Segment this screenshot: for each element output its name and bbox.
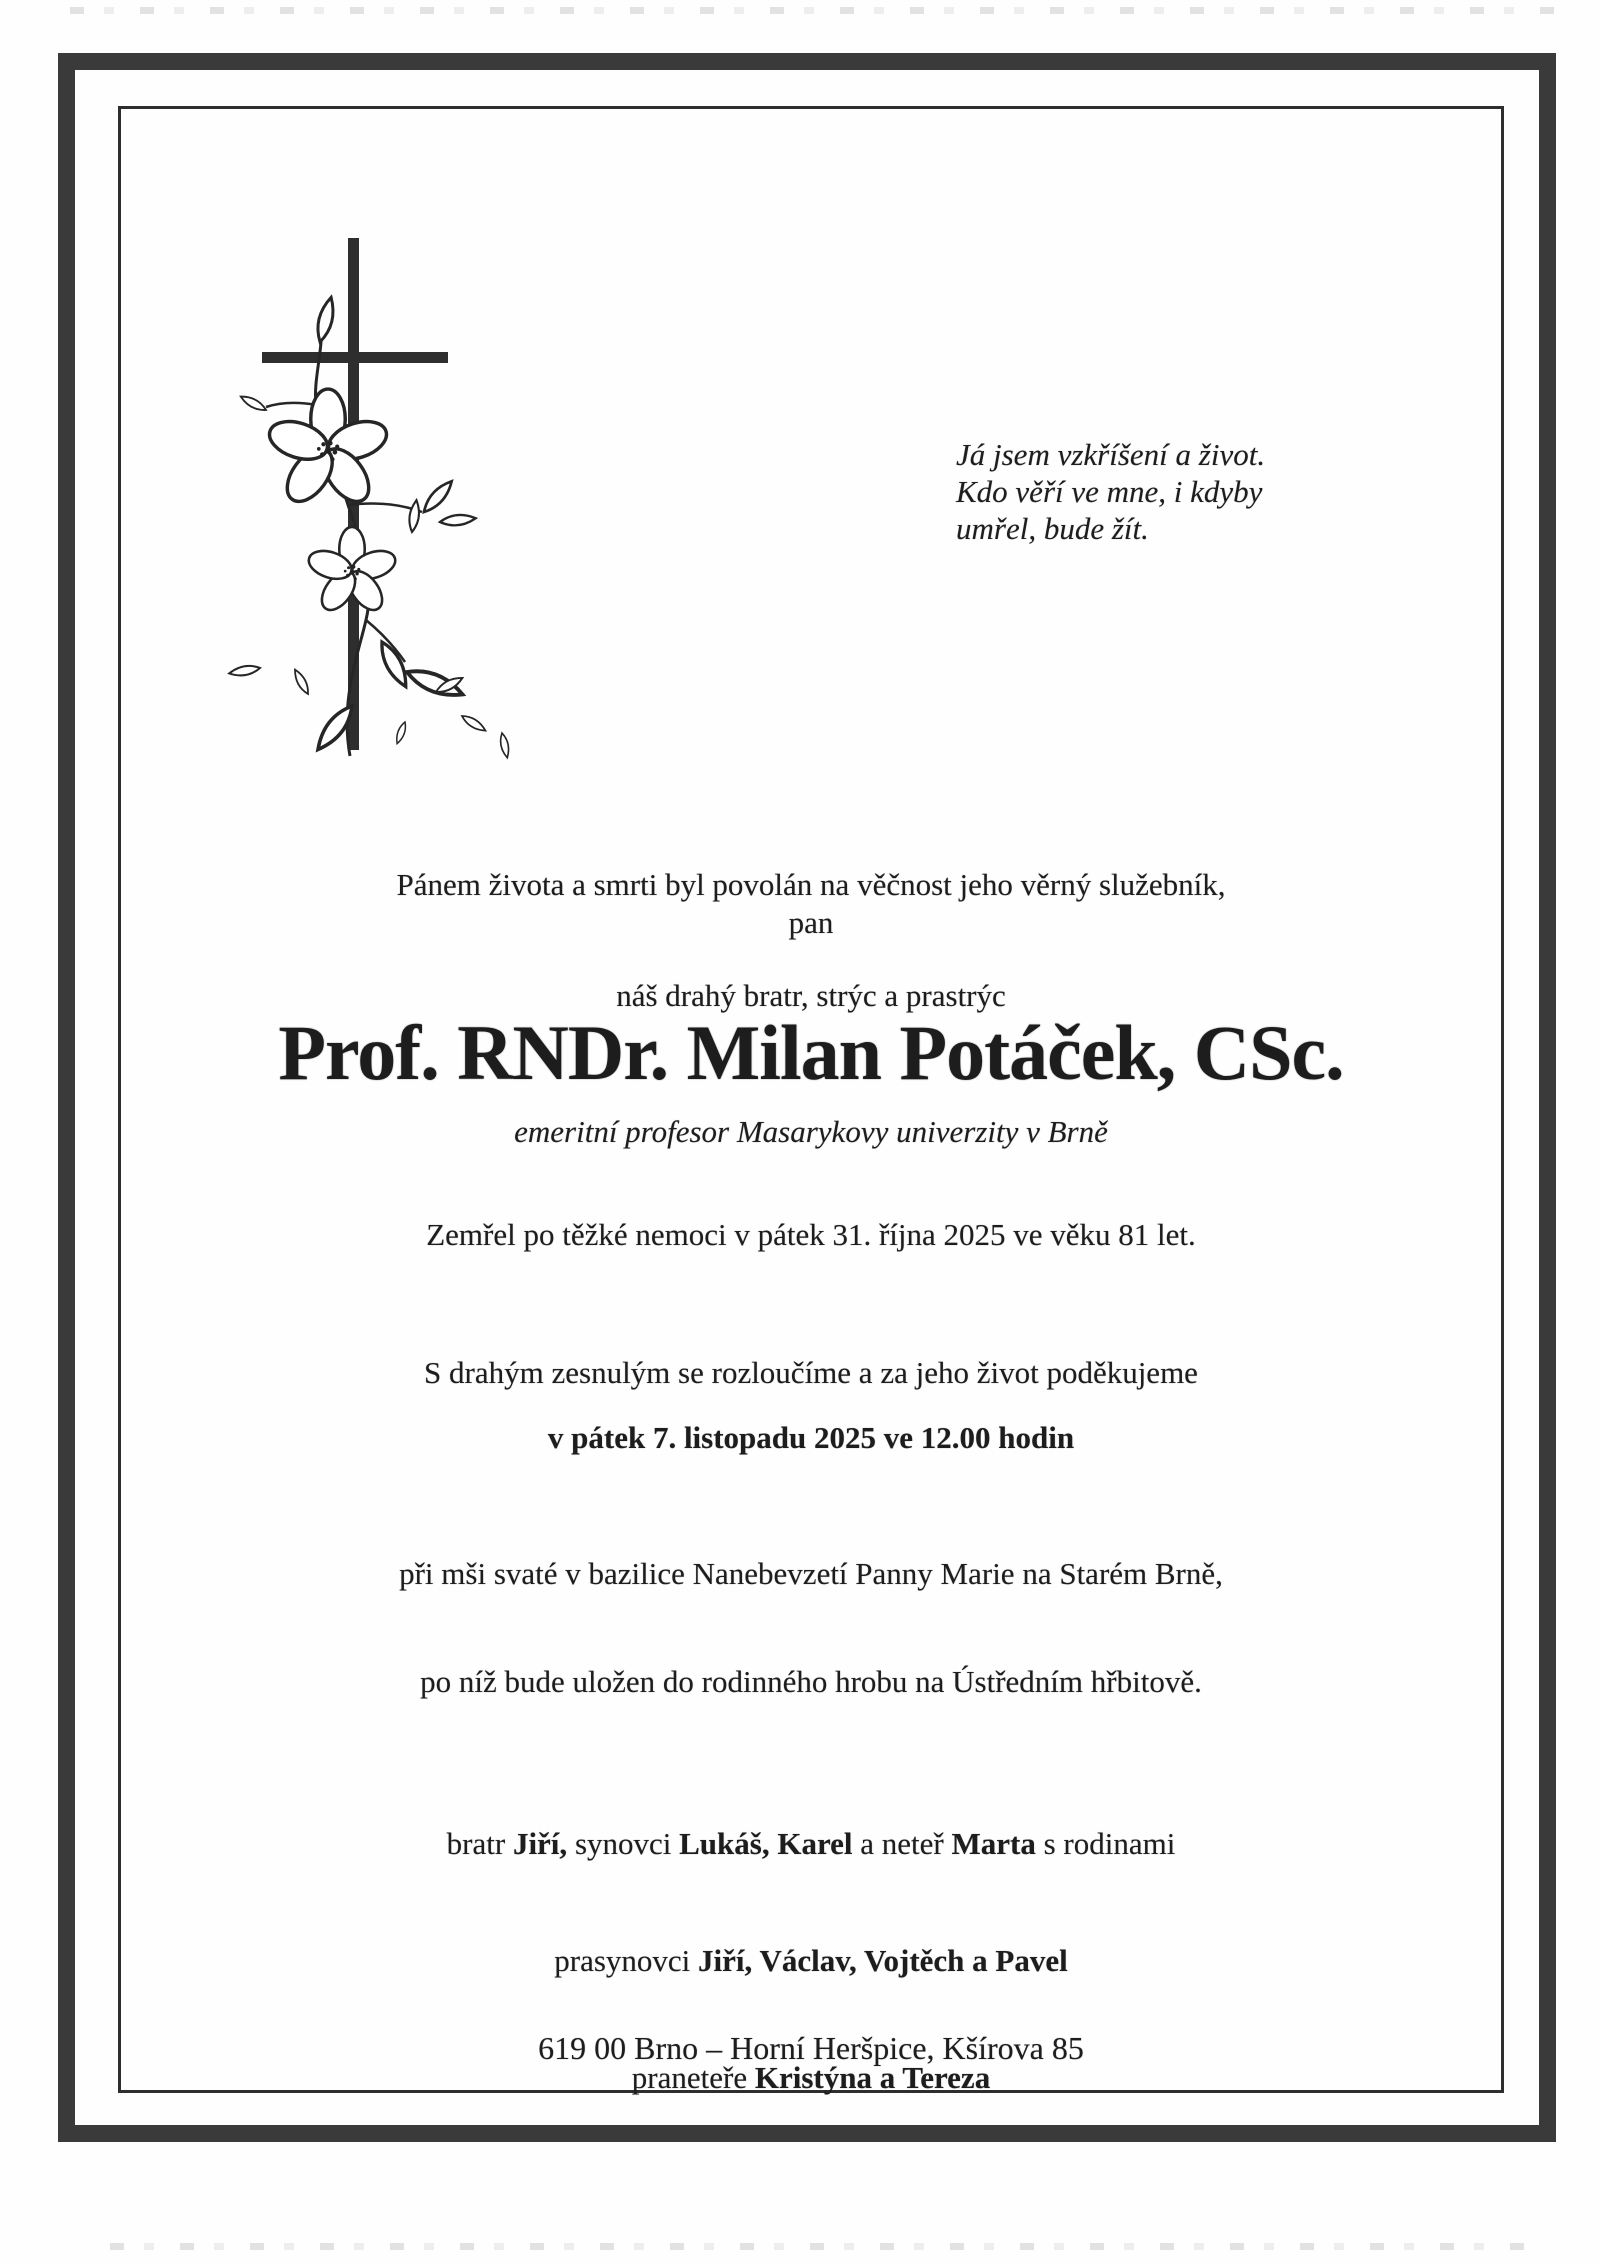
flower-branch bbox=[228, 296, 510, 759]
quote-line: umřel, bude žít. bbox=[956, 511, 1149, 546]
mourner-relation: a neteř bbox=[852, 1826, 952, 1861]
mourner-name: Kristýna a Tereza bbox=[754, 2060, 991, 2095]
mourner-name: Lukáš, Karel bbox=[679, 1826, 853, 1861]
deceased-name-title: Prof. RNDr. Milan Potáček, CSc. bbox=[278, 1009, 1344, 1096]
mourner-name: Marta bbox=[951, 1826, 1036, 1861]
intro-line: Pánem života a smrti byl povolán na věčnost jeho věrný služebník, bbox=[396, 867, 1226, 902]
quote-line: Já jsem vzkříšení a život. bbox=[956, 437, 1266, 472]
quote-line: Kdo věří ve mne, i kdyby bbox=[956, 474, 1263, 509]
cross-and-flowers-illustration bbox=[200, 200, 550, 780]
scripture-quote bbox=[956, 436, 1376, 547]
mourner-relation: s rodinami bbox=[1035, 1826, 1176, 1861]
address-footer: 619 00 Brno – Horní Heršpice, Kšírova 85 bbox=[538, 2030, 1084, 2066]
mourners-line-2 bbox=[118, 1941, 1504, 1980]
scan-artifact-bottom bbox=[110, 2243, 1530, 2250]
mourner-name: Jiří, bbox=[512, 1826, 568, 1861]
scan-artifact-top bbox=[70, 7, 1560, 14]
mourner-relation: praneteře bbox=[631, 2060, 755, 2095]
ceremony-location bbox=[118, 1484, 1504, 1772]
mourners-list bbox=[118, 1746, 1504, 2175]
mourner-relation: synovci bbox=[567, 1826, 680, 1861]
mourner-relation: bratr bbox=[446, 1826, 513, 1861]
mourner-relation: prasynovci bbox=[554, 1943, 699, 1978]
farewell-text: S drahým zesnulým se rozloučíme a za jeho život poděkujeme bbox=[424, 1355, 1198, 1390]
salutation: pan bbox=[788, 905, 834, 940]
intro-line: náš drahý bratr, strýc a prastrýc bbox=[616, 978, 1006, 1013]
mourners-line-1 bbox=[118, 1824, 1504, 1863]
ceremony-line: po níž bude uložen do rodinného hrobu na Ústředním hřbitově. bbox=[420, 1664, 1202, 1699]
ceremony-datetime: v pátek 7. listopadu 2025 ve 12.00 hodin bbox=[547, 1420, 1075, 1455]
ceremony-line: při mši svaté v bazilice Nanebevzetí Panny Marie na Starém Brně, bbox=[399, 1556, 1223, 1591]
death-announcement: Zemřel po těžké nemoci v pátek 31. října 2025 ve věku 81 let. bbox=[426, 1217, 1196, 1252]
mourner-name: Jiří, Václav, Vojtěch a Pavel bbox=[698, 1943, 1068, 1978]
deceased-academic-subtitle: emeritní profesor Masarykovy univerzity v Brně bbox=[514, 1114, 1108, 1149]
